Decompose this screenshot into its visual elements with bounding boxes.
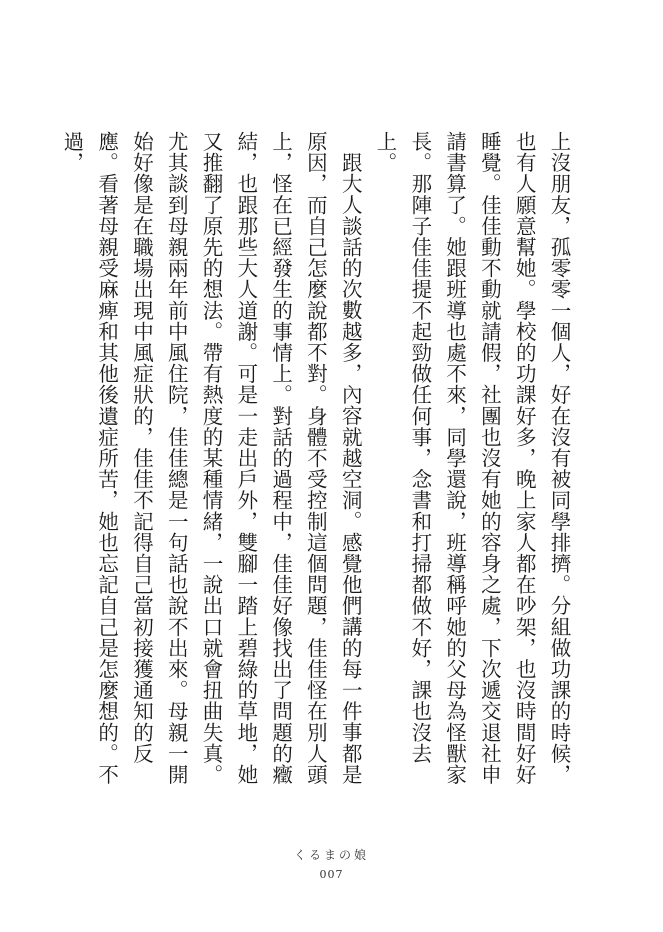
paragraph-2: 跟大人談話的次數越多，內容就越空洞。感覺他們講的每一件事都是原因，而自己怎麼說都不對。身體不受控制這個問題，佳佳怪在別人頭上，怪在已經發生的事情上。對話的過程中，佳佳好像找出了問題的癥結，也跟那些大人道謝。可是一走出戶外，雙腳一踏上碧綠的草地，她又推翻了原先的想法。帶有熱度的某種情緒，一說出口就會扭曲失真。尤其談到母親兩年前中風住院，佳佳總是一句話也說不出來。母親一開始好像是在職場出現中風症狀的，佳佳不記得自己當初接獲通知的反應。看著母親受麻痺和其他後遺症所苦，她也忘記自己是怎麼想的。不過， bbox=[59, 131, 363, 786]
page-number: 007 bbox=[319, 868, 344, 881]
running-footer-title: くるまの娘 bbox=[293, 848, 369, 862]
paragraph-1: 上沒朋友，孤零零一個人，好在沒有被同學排擠。分組做功課的時候，也有人願意幫她。學校的功課好多，晚上家人都在吵架，也沒時間好好睡覺。佳佳動不動就請假，社團也沒有她的容身之處，下次遞交退社申請書算了。她跟班導也處不來，同學還說，班導稱呼她的父母為怪獸家長。那陣子佳佳提不起勁做任何事，念書和打掃都做不好，課也沒去上。 bbox=[373, 131, 571, 786]
vertical-text-body bbox=[59, 131, 576, 791]
